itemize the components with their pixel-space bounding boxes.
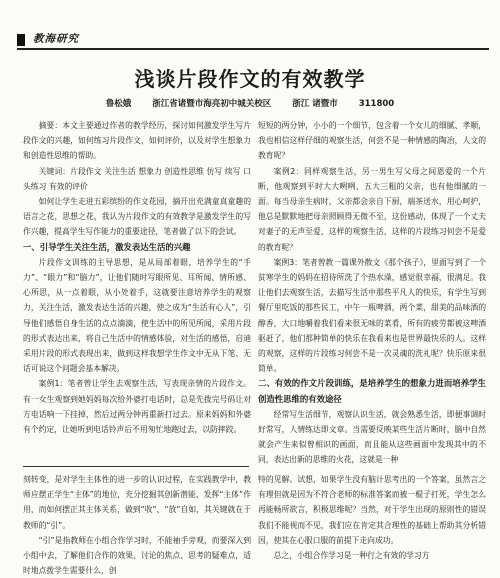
running-header: [17, 31, 489, 47]
intro-paragraph: 如何让学生走进五彩缤纷的作文花园，摘开出充满童真童趣的语言之花，思想之花，我认为片段作文的有效教学是激发学生的写作兴趣，提高学生写作能力的重要途径，笔者做了以下的尝试。: [23, 197, 251, 237]
author-postcode: 311800: [358, 99, 395, 109]
section-1-case-2: 案例2：同样观察生活，另一男生写父母之间恩爱的一个片断，他观察到平时大大咧咧、五大三粗的父亲，也有他细腻的一面。每当母亲生病时，父亲都会亲自下厨，端茶送水，用心呵护，他总是默默地把母亲照顾得无微不至，这份感动，体现了一个丈夫对妻子的无声至爱，这样的观察生活，这样的片段练习何尝不是爱的教育呢？: [258, 166, 486, 252]
left-column: [23, 118, 251, 437]
bottom-right-text: [258, 472, 486, 563]
case-1-continued: 短短的两分钟，小小的一个细节，包含着一个女儿的细腻、孝顺，我也相信这样仔细的观察生活，何尝不是一种情感的陶冶，人文的教育呢？: [258, 121, 486, 161]
author-line: [0, 97, 500, 109]
author-city: 浙江 诸暨市: [292, 99, 338, 109]
abstract: 摘要：本文主要通过作者的教学经历，探讨如何激发学生写片段作文的兴趣，如何练习片段作文，如何评价，以及对学生想象力和创造性思维的帮助。: [23, 121, 251, 161]
section-1-case-3: 案例3：笔者曾教一篇课外散文《那个孩子》，里面写到了一个贫寒学生的妈妈在招待所洗了个热水澡，感觉很幸福，很满足。我让他们去观察生活，去描写生活中那些平凡人的快乐，有学生写到餐厅里吃饭的那些民工，中午一瓶啤酒，两个菜，甜美的品味酒的醇香，大口地嚼着我们看来很无味的菜肴，所有的疲劳都被这啤酒驱赶了，他们那种简单的快乐在我看来也是世界最快乐的人。这样的观察，这样的片段练习何尝不是一次灵魂的洗礼呢？快乐原来很简单。: [258, 257, 486, 374]
right-column: [258, 118, 486, 468]
keywords: 关键词：片段作文 关注生活 想象力 创造性思维 仿写 续写 口头练习 有效的评价: [23, 166, 251, 191]
section-2-heading: 二、有效的作文片段训练，是培养学生的想象力进而培养学生创造性思维的有效途径: [258, 378, 486, 404]
section-2-paragraph-1: 经常写生活细节，观察认识生活，就会熟悉生活，即便事调时好常写，人情练达即文章。当需要反映某些生活片断时，脑中自然就会产生来似曾相识的画面，而且能从这些画面中发现其中的不同，表达出新的思维的火花，这就是一种: [258, 409, 486, 465]
article-title: 浅谈片段作文的有效教学: [134, 67, 366, 91]
bottom-right-paragraph-2: 总之，小组合作学习是一种行之有效的学习方: [273, 551, 430, 561]
section-1-case-1: 案例1：笔者曾让学生去观察生活，写表现亲情的片段作文。有一女生观察到她妈妈每次给外婆打电话时，总是先拨完号码让对方电话响一下挂掉，然后过两分钟再重新打过去。原来妈妈和外婆有个约定，让她听到电话铃声后不用匆忙地跑过去，以防摔跤。: [23, 379, 251, 435]
bottom-left-paragraph-1: 刻转变，是对学生主体性的进一步的认识过程，在实践教学中，教师应摆正学生“主体”的地位，充分挖掘其创新潜能，发挥“主体”作用，而如何摆正其主体关系，做到“收”、“放”自如，其关键就在于教师的“引”。: [23, 475, 251, 530]
page-separator: [23, 466, 249, 467]
author-affiliation: 浙江省诸暨市海亮初中城关校区: [152, 99, 272, 109]
author-name: 鲁松娥: [105, 99, 132, 109]
bottom-left-paragraph-2: “引”是指教师在小组合作学习时，不能袖手旁观，而要深入到小组中去，了解他们合作的效果、讨论的焦点、思考的疑难点，适时地点拨学生需要什么，创: [23, 535, 251, 576]
header-rule: [17, 48, 489, 50]
bottom-left-text: [23, 472, 251, 578]
section-1-heading: 一、引导学生关注生活，激发表达生活的兴趣: [23, 241, 191, 252]
bottom-right-paragraph-1: 特的见解。试想，如果学生没有脑计思考出的一个答案，虽然言之有理但就是因为不符合老师的标准答案而被一棍子打死，学生怎么再能畅所欲言，积极思维呢？当然，对于学生出现的原则性的错误我们不能视而不见，我们应在肯定其合理性的基础上帮助其分析错因，使其在心服口服的前提下走向成功。: [258, 475, 486, 545]
header-bar-decoration: [17, 34, 25, 46]
section-1-paragraph-1: 片段作文训练的主导思想，是从局部着眼，培养学生的“手力”、“眼力”和“脑力”，让他们随时写眼所见、耳所闻、情所感、心所思，从一点着眼，从小处着手，这就要注意培养学生的观察力，关注生活，激发表达生活的兴趣，使之成为“生活有心人”，引导他们感悟自身生活的点点滴滴，使生活中的所见所闻，采用片段的形式表达出来，将自己生活中的情感体验，对生活的感悟，启迪采用片段的形式表现出来，做到这样我想学生作文中无从下笔、无话可说这个问题会基本解决。: [23, 257, 251, 374]
category-label: 教海研究: [33, 33, 79, 45]
